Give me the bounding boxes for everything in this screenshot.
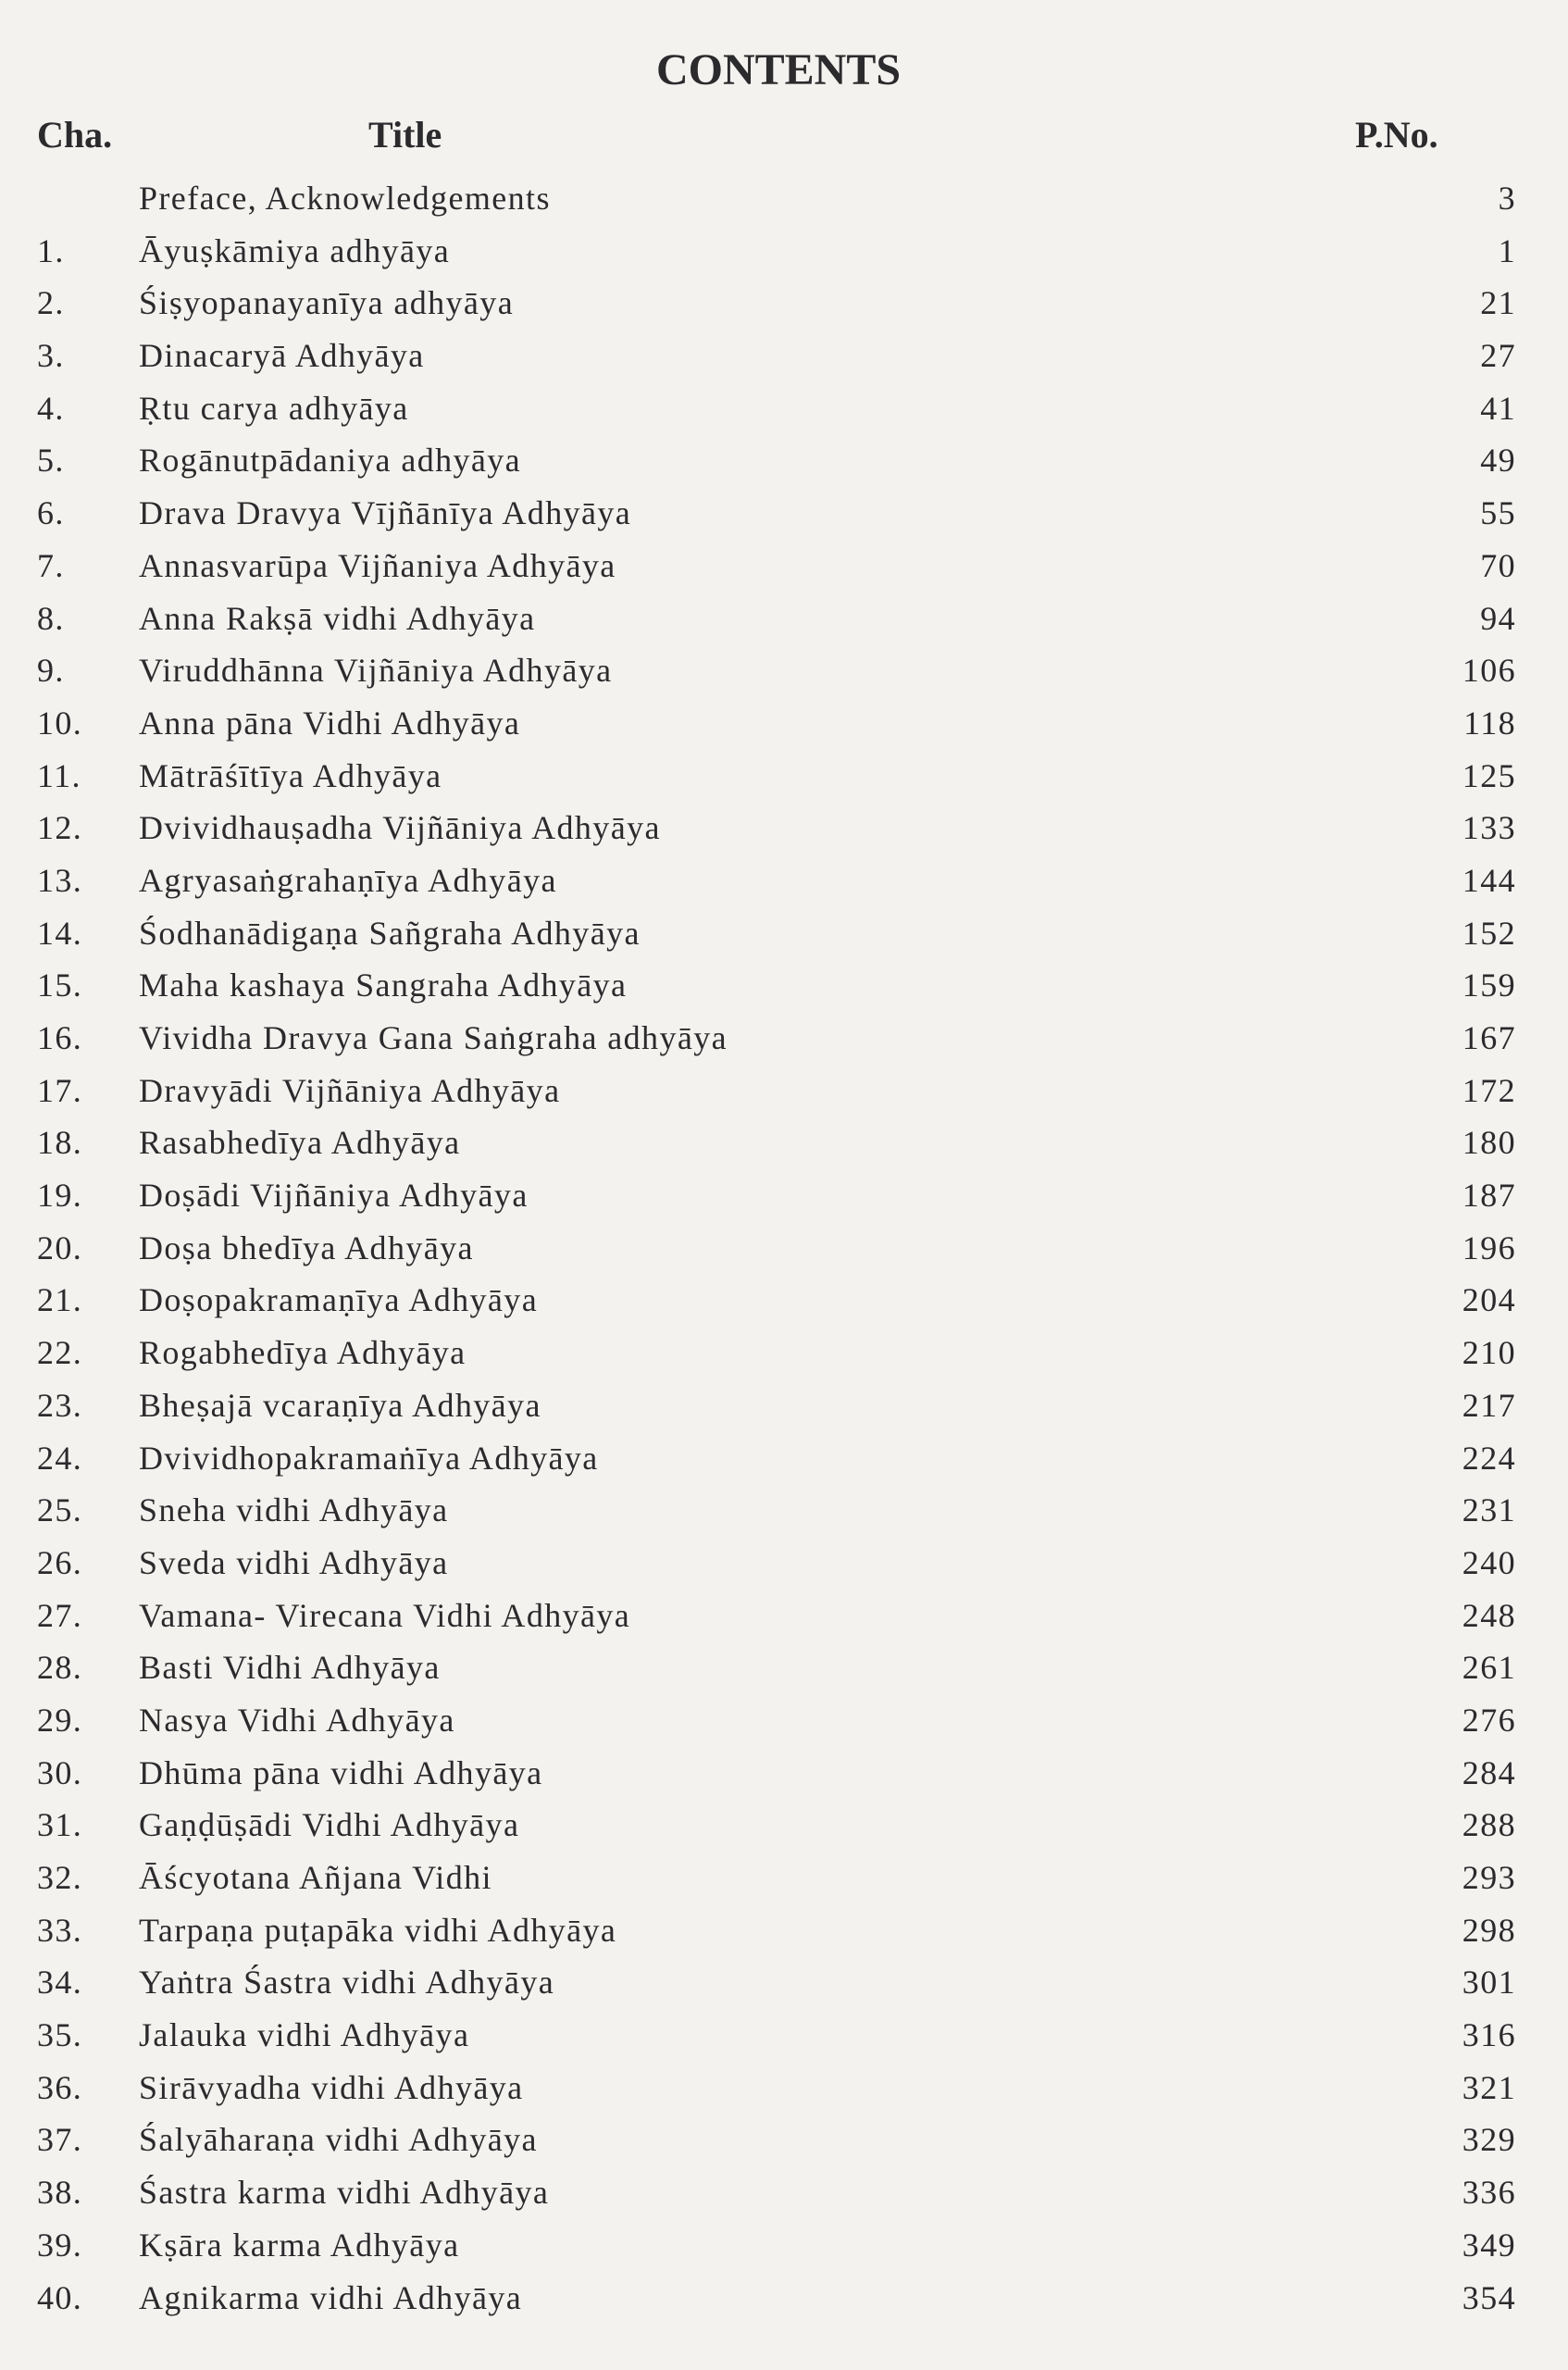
list-item[interactable] [0,2009,1568,2062]
list-item[interactable] [0,2272,1568,2325]
chapter-title: Sveda vidhi Adhyāya [139,1543,449,1581]
page-number: 349 [1462,2226,1516,2264]
page-number: 41 [1480,389,1516,427]
list-item[interactable] [0,959,1568,1012]
chapter-title: Āścyotana Añjana Vidhi [139,1859,492,1896]
chapter-number: 21. [37,1281,83,1319]
chapter-title: Agryasaṅgrahaṇīya Adhyāya [139,861,557,899]
list-item[interactable] [0,225,1568,278]
page-number: 167 [1462,1019,1516,1056]
chapter-number: 19. [37,1177,83,1215]
page-number: 284 [1462,1753,1516,1791]
chapter-title: Śiṣyopanayanīya adhyāya [139,284,515,322]
chapter-title: Sneha vidhi Adhyāya [139,1491,449,1529]
page-number: 298 [1462,1911,1516,1949]
page-number: 261 [1462,1649,1516,1687]
chapter-title: Basti Vidhi Adhyāya [139,1649,441,1687]
list-item[interactable] [0,2219,1568,2272]
chapter-title: Yaṅtra Śastra vidhi Adhyāya [139,1964,555,2002]
chapter-title: Nasya Vidhi Adhyāya [139,1701,455,1739]
list-item[interactable] [0,2062,1568,2114]
page-number: 316 [1462,2016,1516,2054]
list-item[interactable] [0,330,1568,382]
chapter-title: Doṣa bhedīya Adhyāya [139,1229,474,1266]
contents-list [0,172,1568,2324]
list-item[interactable] [0,1956,1568,2009]
list-item[interactable] [0,1799,1568,1852]
chapter-number: 13. [37,861,83,899]
chapter-number: 32. [37,1859,83,1896]
page-number: 240 [1462,1543,1516,1581]
list-item[interactable] [0,1641,1568,1694]
list-item[interactable] [0,487,1568,540]
page-title [0,44,1568,95]
chapter-number: 26. [37,1543,83,1581]
chapter-title: Jalauka vidhi Adhyāya [139,2016,470,2054]
page-number: 49 [1480,442,1516,480]
page-number: 210 [1462,1334,1516,1372]
page-number: 172 [1462,1071,1516,1109]
page-number: 70 [1480,546,1516,584]
chapter-number: 39. [37,2226,83,2264]
chapter-title: Āyuṣkāmiya adhyāya [139,231,451,269]
page-number: 248 [1462,1596,1516,1634]
page-number: 133 [1462,809,1516,847]
page-number: 321 [1462,2068,1516,2106]
page-number: 106 [1462,652,1516,690]
list-item[interactable] [0,1484,1568,1537]
list-item[interactable] [0,854,1568,907]
chapter-title: Tarpaṇa puṭapāka vidhi Adhyāya [139,1911,617,1949]
chapter-title: Viruddhānna Vijñāniya Adhyāya [139,652,613,690]
chapter-title: Sirāvyadha vidhi Adhyāya [139,2068,524,2106]
chapter-title: Dvividhauṣadha Vijñāniya Adhyāya [139,809,661,847]
page-number: 152 [1462,914,1516,952]
list-item[interactable] [0,1065,1568,1117]
chapter-number: 35. [37,2016,83,2054]
list-item[interactable] [0,1904,1568,1957]
chapter-number: 14. [37,914,83,952]
chapter-number: 28. [37,1649,83,1687]
chapter-number: 3. [37,337,65,375]
page-number: 354 [1462,2278,1516,2316]
chapter-title: Preface, Acknowledgements [139,180,551,217]
chapter-title: Bheṣajā vcaraṇīya Adhyāya [139,1386,541,1424]
chapter-title: Dvividhopakramaṅīya Adhyāya [139,1439,599,1477]
page-number: 293 [1462,1859,1516,1896]
list-item[interactable] [0,644,1568,697]
page-number: 204 [1462,1281,1516,1319]
chapter-number: 40. [37,2278,83,2316]
chapter-number: 31. [37,1806,83,1844]
column-header-page: P.No. [1355,114,1438,156]
chapter-number: 8. [37,599,65,637]
chapter-title: Śalyāharaṇa vidhi Adhyāya [139,2121,538,2159]
page-number: 3 [1498,180,1516,217]
list-item[interactable] [0,697,1568,750]
chapter-number: 16. [37,1019,83,1056]
chapter-title: Rogānutpādaniya adhyāya [139,442,522,480]
list-item[interactable] [0,1012,1568,1065]
chapter-number: 18. [37,1124,83,1162]
list-item[interactable] [0,277,1568,330]
chapter-title: Kṣāra karma Adhyāya [139,2226,460,2264]
list-item[interactable] [0,1169,1568,1222]
page-number: 217 [1462,1386,1516,1424]
page-number: 276 [1462,1701,1516,1739]
chapter-number: 15. [37,967,83,1004]
page-number: 21 [1480,284,1516,322]
list-item[interactable] [0,1747,1568,1800]
list-item[interactable] [0,540,1568,592]
list-item[interactable] [0,1222,1568,1275]
chapter-number: 5. [37,442,65,480]
chapter-title: Doṣādi Vijñāniya Adhyāya [139,1177,529,1215]
chapter-number: 29. [37,1701,83,1739]
page-title-text: CONTENTS [655,45,902,94]
page-number: 159 [1462,967,1516,1004]
page-number: 55 [1480,494,1516,532]
chapter-number: 27. [37,1596,83,1634]
chapter-title: Doṣopakramaṇīya Adhyāya [139,1281,539,1319]
chapter-title: Anna pāna Vidhi Adhyāya [139,704,521,742]
list-item[interactable] [0,592,1568,645]
chapter-number: 11. [37,756,81,794]
chapter-number: 22. [37,1334,83,1372]
chapter-number: 38. [37,2174,83,2212]
chapter-number: 24. [37,1439,83,1477]
list-item[interactable] [0,2166,1568,2219]
chapter-number: 10. [37,704,83,742]
page-number: 196 [1462,1229,1516,1266]
page-number: 224 [1462,1439,1516,1477]
chapter-title: Anna Rakṣā vidhi Adhyāya [139,599,536,637]
chapter-number: 36. [37,2068,83,2106]
list-item[interactable] [0,382,1568,435]
list-item[interactable] [0,907,1568,960]
chapter-title: Śastra karma vidhi Adhyāya [139,2174,550,2212]
chapter-number: 20. [37,1229,83,1266]
chapter-number: 23. [37,1386,83,1424]
chapter-number: 17. [37,1071,83,1109]
chapter-title: Dravyādi Vijñāniya Adhyāya [139,1071,561,1109]
page-number: 329 [1462,2121,1516,2159]
chapter-title: Vamana- Virecana Vidhi Adhyāya [139,1596,631,1634]
chapter-number: 12. [37,809,83,847]
chapter-title: Dinacaryā Adhyāya [139,337,425,375]
page-number: 180 [1462,1124,1516,1162]
list-item[interactable] [0,1537,1568,1590]
page-number: 301 [1462,1964,1516,2002]
chapter-number: 1. [37,231,65,269]
chapter-title: Śodhanādigaṇa Sañgraha Adhyāya [139,914,641,952]
chapter-number: 7. [37,546,65,584]
chapter-title: Gaṇḍūṣādi Vidhi Adhyāya [139,1806,520,1844]
chapter-number: 37. [37,2121,83,2159]
chapter-title: Rasabhedīya Adhyāya [139,1124,461,1162]
chapter-number: 4. [37,389,65,427]
page-number: 231 [1462,1491,1516,1529]
page-number: 27 [1480,337,1516,375]
page-number: 1 [1498,231,1516,269]
list-item[interactable] [0,172,1568,225]
chapter-number: 25. [37,1491,83,1529]
chapter-title: Vividha Dravya Gana Saṅgraha adhyāya [139,1019,728,1056]
chapter-title: Ṛtu carya adhyāya [139,389,409,427]
list-item[interactable] [0,1590,1568,1642]
chapter-title: Dhūma pāna vidhi Adhyāya [139,1753,543,1791]
chapter-number: 9. [37,652,65,690]
list-item[interactable] [0,2114,1568,2166]
page-number: 125 [1462,756,1516,794]
page-number: 144 [1462,861,1516,899]
page-number: 336 [1462,2174,1516,2212]
list-item[interactable] [0,1694,1568,1747]
list-item[interactable] [0,750,1568,803]
chapter-title: Agnikarma vidhi Adhyāya [139,2278,523,2316]
list-item[interactable] [0,1379,1568,1432]
chapter-title: Maha kashaya Sangraha Adhyāya [139,967,628,1004]
chapter-number: 33. [37,1911,83,1949]
chapter-title: Drava Dravya Vījñānīya Adhyāya [139,494,632,532]
list-item[interactable] [0,1274,1568,1327]
list-item[interactable] [0,1432,1568,1485]
list-item[interactable] [0,1327,1568,1379]
chapter-number: 6. [37,494,65,532]
page-number: 118 [1463,704,1516,742]
list-item[interactable] [0,434,1568,487]
chapter-number: 2. [37,284,65,322]
column-header-title: Title [368,114,442,156]
chapter-number: 30. [37,1753,83,1791]
page-number: 288 [1462,1806,1516,1844]
list-item[interactable] [0,1116,1568,1169]
list-item[interactable] [0,1852,1568,1904]
chapter-number: 34. [37,1964,83,2002]
chapter-title: Annasvarūpa Vijñaniya Adhyāya [139,546,616,584]
chapter-title: Mātrāśītīya Adhyāya [139,756,442,794]
list-item[interactable] [0,802,1568,854]
chapter-title: Rogabhedīya Adhyāya [139,1334,467,1372]
page-number: 94 [1480,599,1516,637]
column-header-chapter: Cha. [37,114,113,156]
page-number: 187 [1462,1177,1516,1215]
